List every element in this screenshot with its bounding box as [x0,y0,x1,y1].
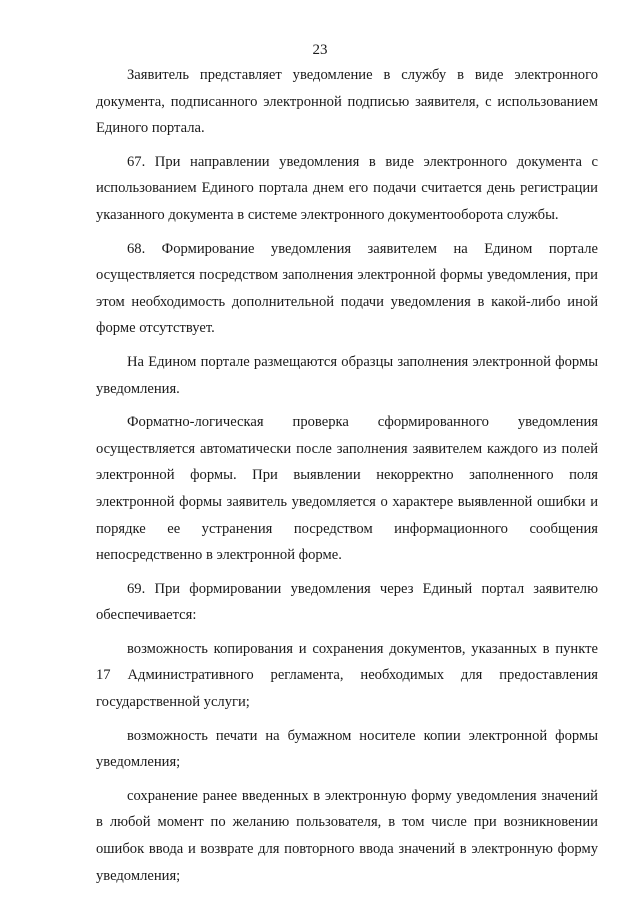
paragraph-portal-samples: На Едином портале размещаются образцы заполнения электронной формы уведомления. [96,353,598,397]
paragraph-68: 68. Формирование уведомления заявителем на Едином портале осуществляется посредством заполнения электронной формы уведомления, при этом необходимость дополнительной подачи уведомления в какой-либо иной форме отсутствует. [96,240,598,337]
paragraph-69: 69. При формировании уведомления через Единый портал заявителю обеспечивается: [96,580,598,624]
list-item-print: возможность печати на бумажном носителе копии электронной формы уведомления; [96,727,598,771]
page-number: 23 [312,42,328,58]
paragraph-applicant-submits: Заявитель представляет уведомление в службу в виде электронного документа, подписанного электронной подписью заявителя, с использованием Единого портала. [96,67,598,137]
list-item-save-values: сохранение ранее введенных в электронную форму уведомления значений в любой момент по желанию пользователя, в том числе при возникновении ошибок ввода и возврате для повторного ввода значений в электронную форму уведомления; [96,787,598,884]
paragraph-67: 67. При направлении уведомления в виде электронного документа с использованием Единого портала днем его подачи считается день регистрации указанного документа в системе электронного документооборота службы. [96,153,598,223]
paragraph-format-check: Форматно-логическая проверка сформированного уведомления осуществляется автоматически после заполнения заявителем каждого из полей электронной формы. При выявлении некорректно заполненного поля электронной формы заявитель уведомляется о характере выявленной ошибки и порядке ее устранения посредством информационного сообщения непосредственно в электронной форме. [96,414,598,564]
document-body [96,62,598,889]
list-item-copy-save: возможность копирования и сохранения документов, указанных в пункте 17 Административного регламента, необходимых для предоставления государственной услуги; [96,640,598,711]
